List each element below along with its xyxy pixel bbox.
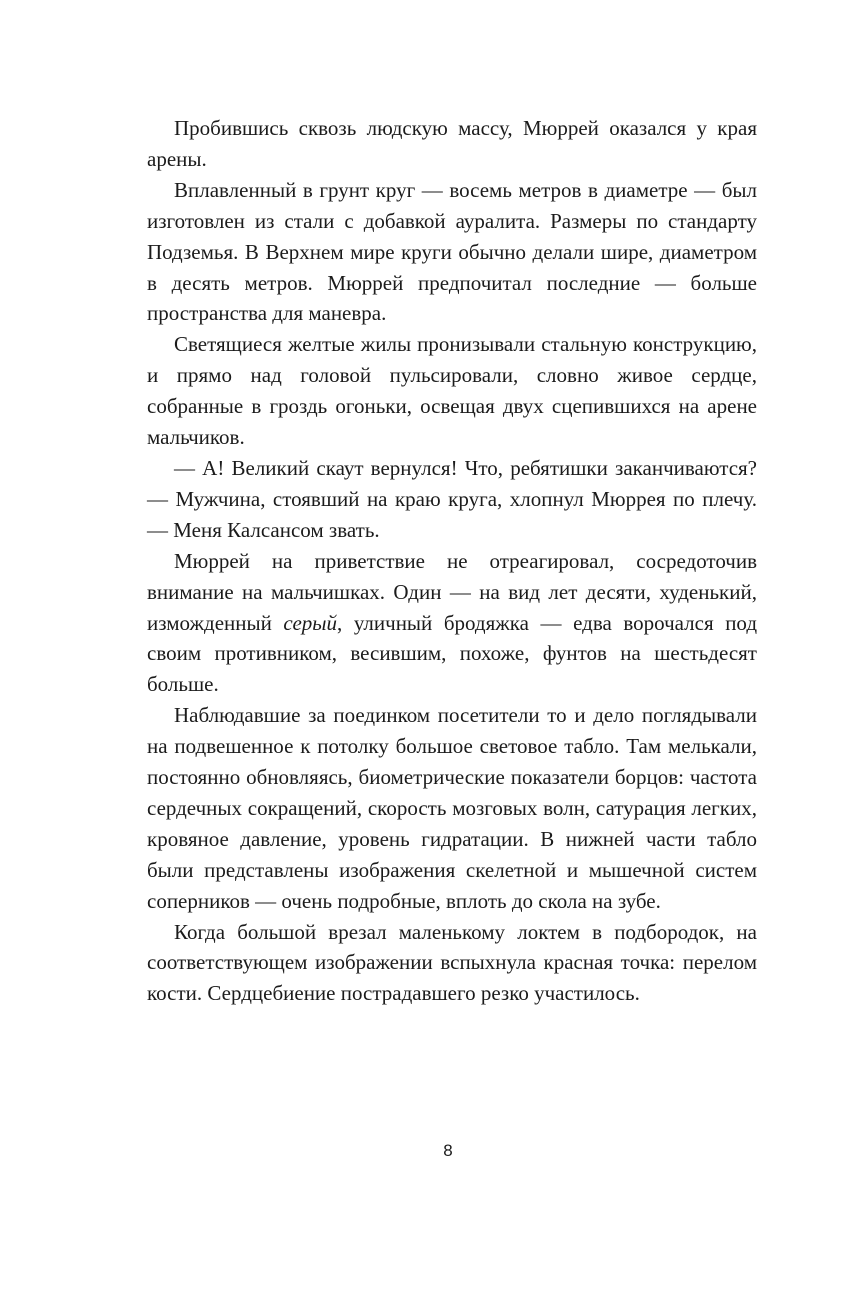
paragraph-5-end: , уличный бродяжка — едва ворочался под своим противником, весившим, похоже, фунтов на шестьдесят больше. bbox=[147, 610, 758, 697]
paragraph-5 bbox=[147, 546, 757, 701]
body-text bbox=[147, 113, 757, 1009]
paragraph-7: Когда большой врезал маленькому локтем в подбородок, на соответствующем изображении вспыхнула красная точка: перелом кости. Сердцебиение пострадавшего резко участилось. bbox=[147, 919, 757, 1006]
paragraph-3: Светящиеся желтые жилы пронизывали стальную конструкцию, и прямо над головой пульсировали, словно живое сердце, собранные в гроздь огоньки, освещая двух сцепившихся на арене мальчиков. bbox=[147, 332, 757, 450]
paragraph-6: Наблюдавшие за поединком посетители то и дело поглядывали на подвешенное к потолку большое световое табло. Там мелькали, постоянно обновляясь, биометрические показатели борцов: частота сердечных сокращений, скорость мозговых волн, сатурация легких, кровяное давление, уровень гидратации. В нижней части табло были представлены изображения скелетной и мышечной систем соперников — очень подробные, вплоть до скола на зубе. bbox=[147, 703, 757, 913]
paragraph-4: — А! Великий скаут вернулся! Что, ребятишки заканчиваются? — Мужчина, стоявший на краю круга, хлопнул Мюррея по плечу. — Меня Калсансом звать. bbox=[147, 455, 757, 542]
paragraph-5-italic: серый bbox=[283, 610, 338, 635]
paragraph-2: Вплавленный в грунт круг — восемь метров в диаметре — был изготовлен из стали с добавкой ауралита. Размеры по стандарту Подземья. В Верхнем мире круги обычно делали шире, диаметром в десять метров. Мюррей предпочитал последние — больше пространства для маневра. bbox=[147, 177, 757, 326]
page-number: 8 bbox=[443, 1141, 453, 1160]
paragraph-5-start: Мюррей на приветствие не отреагировал, сосредоточив внимание на мальчишках. Один — на вид лет десяти, худенький, изможденный bbox=[147, 548, 757, 635]
paragraph-1: Пробившись сквозь людскую массу, Мюррей оказался у края арены. bbox=[147, 116, 757, 171]
